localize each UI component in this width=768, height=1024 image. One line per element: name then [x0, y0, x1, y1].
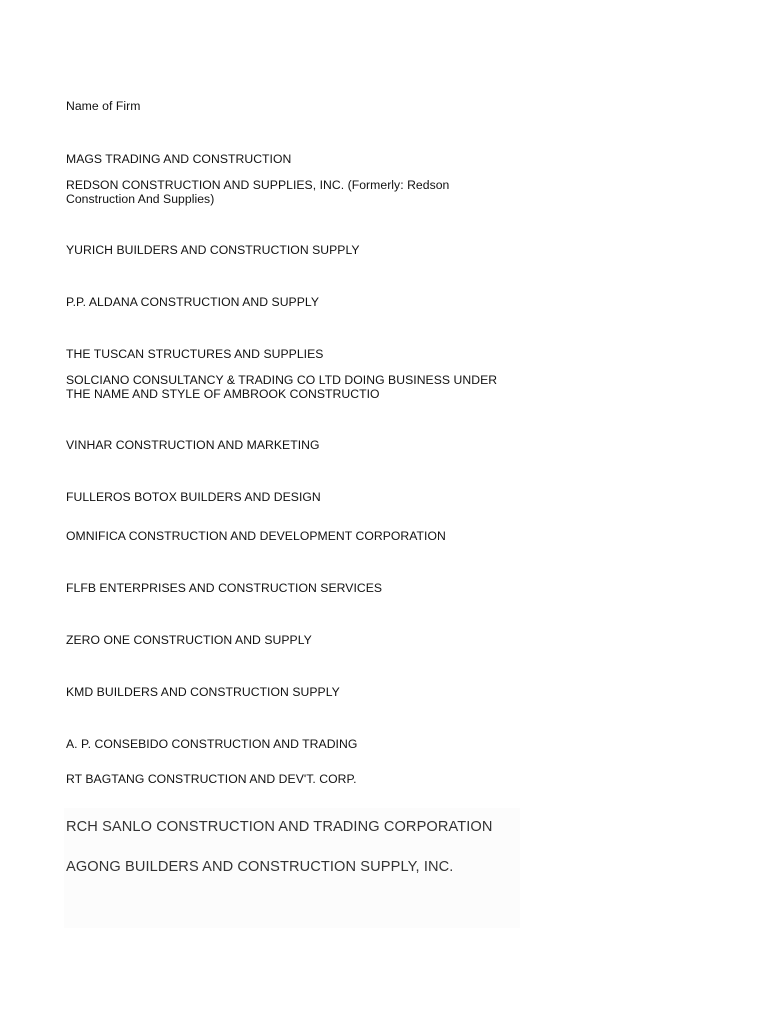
firm-name: YURICH BUILDERS AND CONSTRUCTION SUPPLY: [66, 243, 360, 257]
firm-name: A. P. CONSEBIDO CONSTRUCTION AND TRADING: [66, 737, 358, 751]
firm-name: FLFB ENTERPRISES AND CONSTRUCTION SERVICES: [66, 581, 383, 595]
firm-name: ZERO ONE CONSTRUCTION AND SUPPLY: [66, 633, 312, 647]
firm-name: P.P. ALDANA CONSTRUCTION AND SUPPLY: [66, 295, 320, 309]
highlighted-firm-name: RCH SANLO CONSTRUCTION AND TRADING CORPORATION: [66, 819, 493, 835]
firm-name: MAGS TRADING AND CONSTRUCTION: [66, 152, 292, 166]
column-header: Name of Firm: [66, 99, 141, 113]
firm-name: FULLEROS BOTOX BUILDERS AND DESIGN: [66, 490, 321, 504]
firm-name: SOLCIANO CONSULTANCY & TRADING CO LTD DOING BUSINESS UNDER THE NAME AND STYLE OF AMBROOK CONSTRUCTIO: [66, 373, 498, 401]
highlighted-firm-name: AGONG BUILDERS AND CONSTRUCTION SUPPLY, INC.: [66, 859, 454, 875]
firm-name: REDSON CONSTRUCTION AND SUPPLIES, INC. (Formerly: Redson Construction And Supplies): [66, 178, 450, 206]
firm-name: RT BAGTANG CONSTRUCTION AND DEV'T. CORP.: [66, 772, 357, 786]
firm-name: THE TUSCAN STRUCTURES AND SUPPLIES: [66, 347, 324, 361]
firm-name: KMD BUILDERS AND CONSTRUCTION SUPPLY: [66, 685, 340, 699]
firm-name: OMNIFICA CONSTRUCTION AND DEVELOPMENT CORPORATION: [66, 529, 446, 543]
firm-name: VINHAR CONSTRUCTION AND MARKETING: [66, 438, 320, 452]
